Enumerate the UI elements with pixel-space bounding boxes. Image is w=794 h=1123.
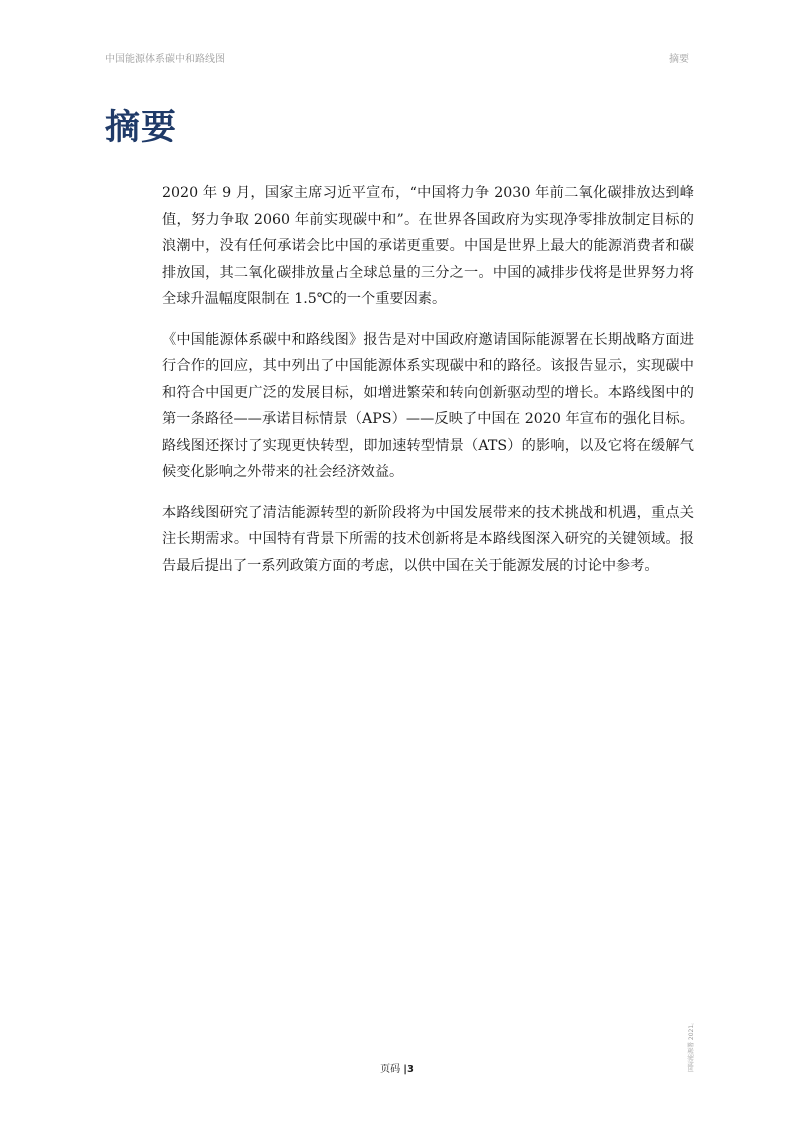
body-text [162, 180, 694, 593]
paragraph-2: 《中国能源体系碳中和路线图》报告是对中国政府邀请国际能源署在长期战略方面进行合作的回应，其中列出了中国能源体系实现碳中和的路径。该报告显示，实现碳中和符合中国更广泛的发展目标，如增进繁荣和转向创新驱动型的增长。本路线图中的第一条路径——承诺目标情景（APS）——反映了中国在 2020 年宣布的强化目标。路线图还探讨了实现更快转型，即加速转型情景（ATS）的影响，以及它将在缓解气候变化影响之外带来的社会经济效益。 [162, 331, 694, 480]
running-header [105, 50, 689, 64]
header-section-name: 摘要 [669, 54, 689, 65]
paragraph-3: 本路线图研究了清洁能源转型的新阶段将为中国发展带来的技术挑战和机遇，重点关注长期需求。中国特有背景下所需的技术创新将是本路线图深入研究的关键领域。报告最后提出了一系列政策方面的考虑，以供中国在关于能源发展的讨论中参考。 [162, 504, 694, 574]
page-separator: | [403, 1064, 407, 1075]
copyright-notice: 国际能源署 2021。 [688, 1018, 695, 1072]
page-title: 摘要 [105, 107, 178, 148]
header-report-title: 中国能源体系碳中和路线图 [105, 54, 225, 65]
page-number: 3 [406, 1064, 414, 1075]
page-footer [0, 1060, 794, 1075]
page-label: 页码 [380, 1064, 401, 1075]
paragraph-1: 2020 年 9 月，国家主席习近平宣布，“中国将力争 2030 年前二氧化碳排放达到峰值，努力争取 2060 年前实现碳中和”。在世界各国政府为实现净零排放制定目标的浪潮中，没有任何承诺会比中国的承诺更重要。中国是世界上最大的能源消费者和碳排放国，其二氧化碳排放量占全球总量的三分之一。中国的减排步伐将是世界努力将全球升温幅度限制在 1.5℃的一个重要因素。 [162, 185, 694, 307]
